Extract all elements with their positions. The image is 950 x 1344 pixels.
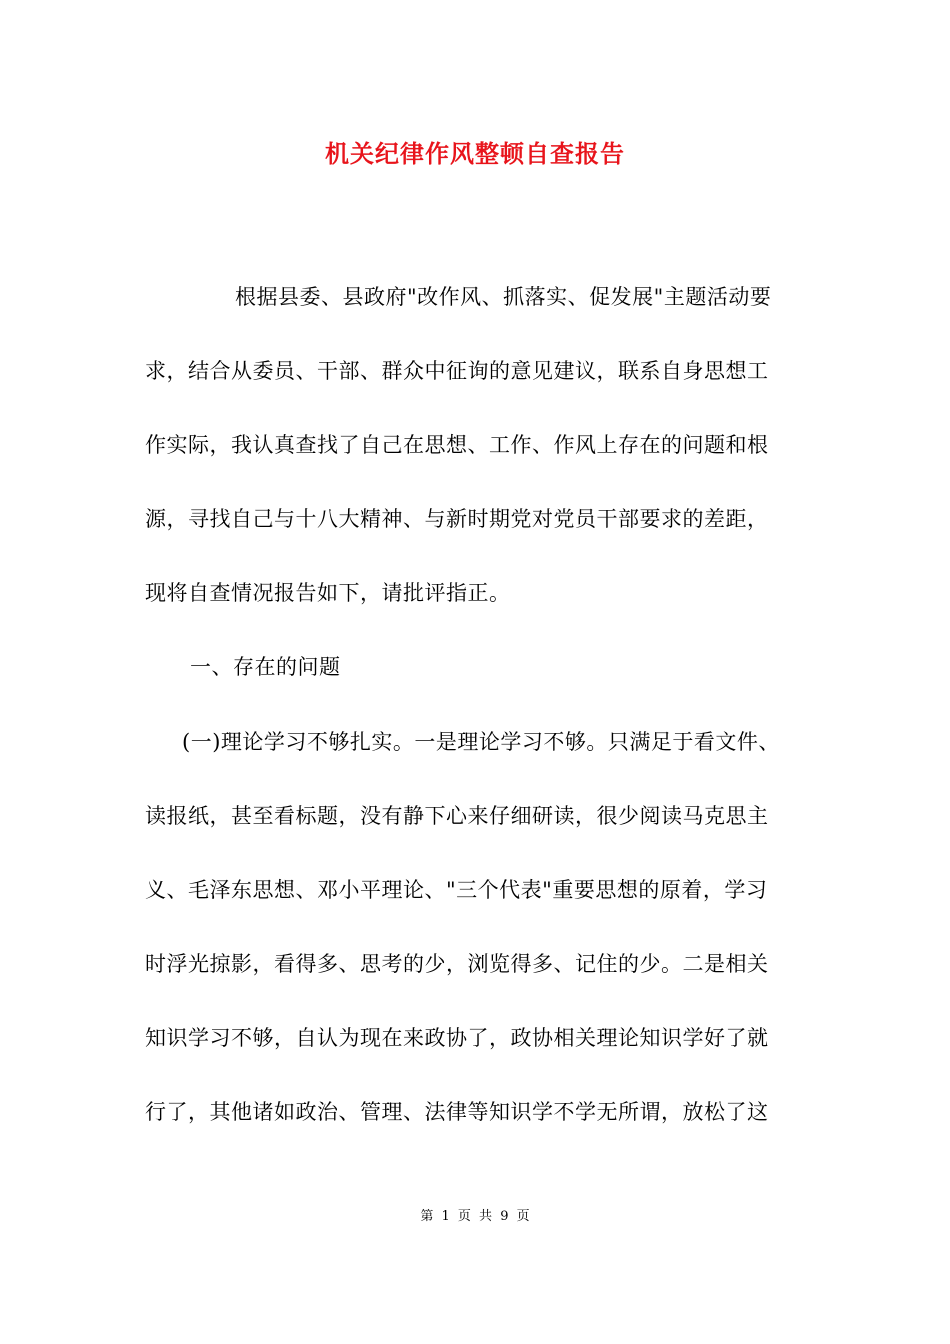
document-title: 机关纪律作风整顿自查报告 — [325, 139, 625, 168]
section-heading: 一、存在的问题 — [190, 655, 341, 679]
paragraph-line: 义、毛泽东思想、邓小平理论、"三个代表"重要思想的原着，学习 — [145, 878, 768, 902]
paragraph-line: 行了，其他诸如政治、管理、法律等知识学不学无所谓，放松了这 — [145, 1100, 769, 1124]
paragraph-line: 时浮光掠影，看得多、思考的少，浏览得多、记住的少。二是相关 — [145, 952, 769, 976]
page-indicator: 第 1 页 共 9 页 — [420, 1209, 530, 1224]
paragraph-line: 根据县委、县政府"改作风、抓落实、促发展"主题活动要 — [235, 285, 772, 309]
paragraph-line: 求，结合从委员、干部、群众中征询的意见建议，联系自身思想工 — [145, 359, 769, 383]
paragraph-line: 知识学习不够，自认为现在来政协了，政协相关理论知识学好了就 — [145, 1026, 769, 1050]
paragraph-line: 源，寻找自己与十八大精神、与新时期党对党员干部要求的差距， — [145, 507, 769, 531]
paragraph-line: 现将自查情况报告如下，请批评指正。 — [145, 581, 511, 605]
paragraph-line: (一)理论学习不够扎实。一是理论学习不够。只满足于看文件、 — [182, 730, 780, 754]
paragraph-line: 读报纸，甚至看标题，没有静下心来仔细研读，很少阅读马克思主 — [145, 804, 769, 828]
paragraph-line: 作实际，我认真查找了自己在思想、工作、作风上存在的问题和根 — [145, 433, 769, 457]
